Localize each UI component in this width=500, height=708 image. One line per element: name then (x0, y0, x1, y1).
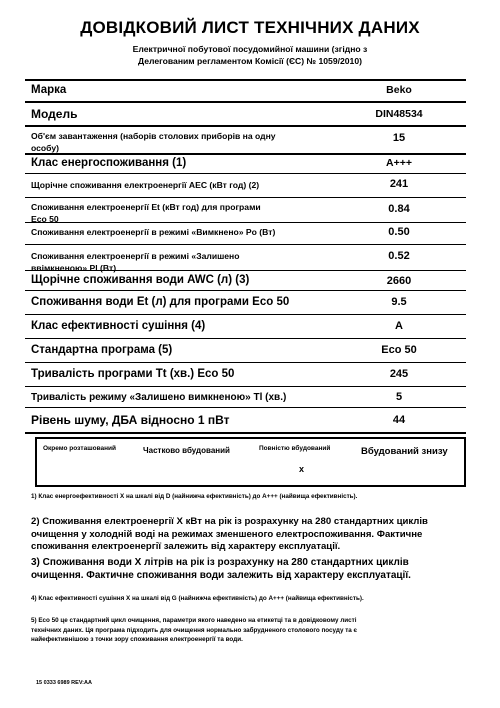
row-divider (25, 79, 466, 81)
note-4: 4) Клас ефективності сушіння X на шкалі від G (найнижча ефективність) до A+++ (найвища ефективність). (31, 595, 364, 602)
water-et-label: Споживання води Et (л) для програми Eco 50 (31, 296, 290, 308)
subtitle-line-2: Делегованим регламентом Комісії (ЄС) № 1059/2010) (138, 56, 362, 66)
installation-under: Вбудований знизу (361, 446, 448, 457)
note-2 (31, 516, 471, 554)
noise-value: 44 (392, 414, 406, 426)
row-divider (25, 290, 466, 291)
off-mode-label: Споживання електроенергії в режимі «Вимкнено» Po (Вт) (31, 227, 276, 237)
left-on-label-line-1: Споживання електроенергії в режимі «Залишено (31, 251, 240, 261)
energy-class-value: A+++ (386, 157, 412, 169)
water-et-value: 9.5 (391, 296, 407, 308)
row-divider (25, 173, 466, 174)
model-value: DIN48534 (375, 108, 423, 120)
note-2-line-3: споживання електроенергії залежить від характеру експлуатації. (31, 541, 341, 552)
installation-full: Повністю вбудований (259, 445, 331, 452)
et-energy-value: 0.84 (388, 203, 410, 215)
installation-mark: x (299, 464, 305, 474)
aec-label: Щорічне споживання електроенергії AEC (кВт год) (2) (31, 180, 260, 190)
et-energy-label-line-1: Споживання електроенергії Et (кВт год) для програми (31, 202, 261, 212)
noise-label: Рівень шуму, ДБА відносно 1 пВт (31, 413, 230, 427)
installation-partial: Частково вбудований (143, 446, 230, 455)
model-label: Модель (31, 107, 78, 121)
capacity-value: 15 (392, 132, 406, 144)
row-divider (25, 244, 466, 245)
capacity-label-line-1: Об'єм завантаження (наборів столових приборів на одну (31, 131, 276, 141)
row-divider (25, 153, 466, 155)
subtitle-line-1: Електричної побутової посудомийної машини (згідно з (132, 44, 368, 54)
note-5-line-3: найефективнішою з точки зору споживання електроенергії та води. (31, 636, 243, 643)
document-subtitle (0, 43, 500, 67)
row-divider (25, 314, 466, 315)
row-divider (25, 432, 466, 434)
note-5-line-1: 5) Eco 50 це стандартний цикл очищення, параметри якого наведено на етикетці та в довідковому листі (31, 617, 357, 624)
note-2-line-1: 2) Споживання електроенергії X кВт на рік із розрахунку на 280 стандартних циклів (31, 516, 428, 527)
left-on-duration-label: Тривалість режиму «Залишено вимкненою» Tl (хв.) (31, 392, 287, 403)
standard-program-label: Стандартна програма (5) (31, 344, 173, 356)
row-divider (25, 222, 466, 223)
document-title: ДОВІДКОВИЙ ЛИСТ ТЕХНІЧНИХ ДАНИХ (80, 18, 420, 37)
awc-value: 2660 (386, 275, 412, 287)
program-duration-value: 245 (389, 368, 409, 380)
row-divider (25, 386, 466, 387)
row-divider (25, 338, 466, 339)
note-1: 1) Клас енергоефективності X на шкалі від D (найнижча ефективність) до A+++ (найвища ефективність). (31, 493, 358, 500)
installation-freestanding: Окремо розташований (43, 445, 117, 452)
drying-class-label: Клас ефективності сушіння (4) (31, 320, 206, 332)
note-3-line-1: 3) Споживання води X літрів на рік із розрахунку на 280 стандартних циклів (31, 557, 409, 568)
aec-value: 241 (389, 178, 409, 190)
row-divider (25, 101, 466, 103)
standard-program-value: Eco 50 (381, 344, 417, 356)
brand-label: Марка (31, 84, 67, 96)
left-on-duration-value: 5 (395, 391, 403, 403)
et-energy-label-line-2: Eco 50 (31, 214, 59, 224)
left-on-label-line-2: ввімкненою» Pl (Вт) (31, 263, 117, 273)
row-divider (25, 270, 466, 271)
document-code: 15 0333 6989 REV:AA (36, 680, 92, 686)
brand-value: Beko (386, 84, 412, 96)
note-5 (31, 616, 471, 645)
row-divider (25, 362, 466, 363)
capacity-label (31, 130, 276, 154)
note-5-line-2: технічних даних. Ця програма підходить для очищення нормально забрудненого столового посуду та є (31, 626, 358, 634)
note-3-line-2: очищення. Фактичне споживання води залежить від характеру експлуатації. (31, 570, 411, 581)
left-on-value: 0.52 (388, 250, 410, 262)
program-duration-label: Тривалість програми Tt (хв.) Eco 50 (31, 368, 235, 380)
note-2-line-2: очищення у холодній воді на режимах зменшеного електроспоживання. Фактичне (31, 528, 423, 540)
capacity-label-line-2: особу) (31, 143, 60, 153)
note-3 (31, 556, 471, 582)
off-mode-value: 0.50 (388, 226, 410, 238)
row-divider (25, 197, 466, 198)
row-divider (25, 407, 466, 408)
awc-label: Щорічне споживання води AWC (л) (3) (31, 274, 250, 286)
drying-class-value: A (395, 320, 403, 332)
row-divider (25, 125, 466, 127)
energy-class-label: Клас енергоспоживання (1) (31, 157, 187, 169)
